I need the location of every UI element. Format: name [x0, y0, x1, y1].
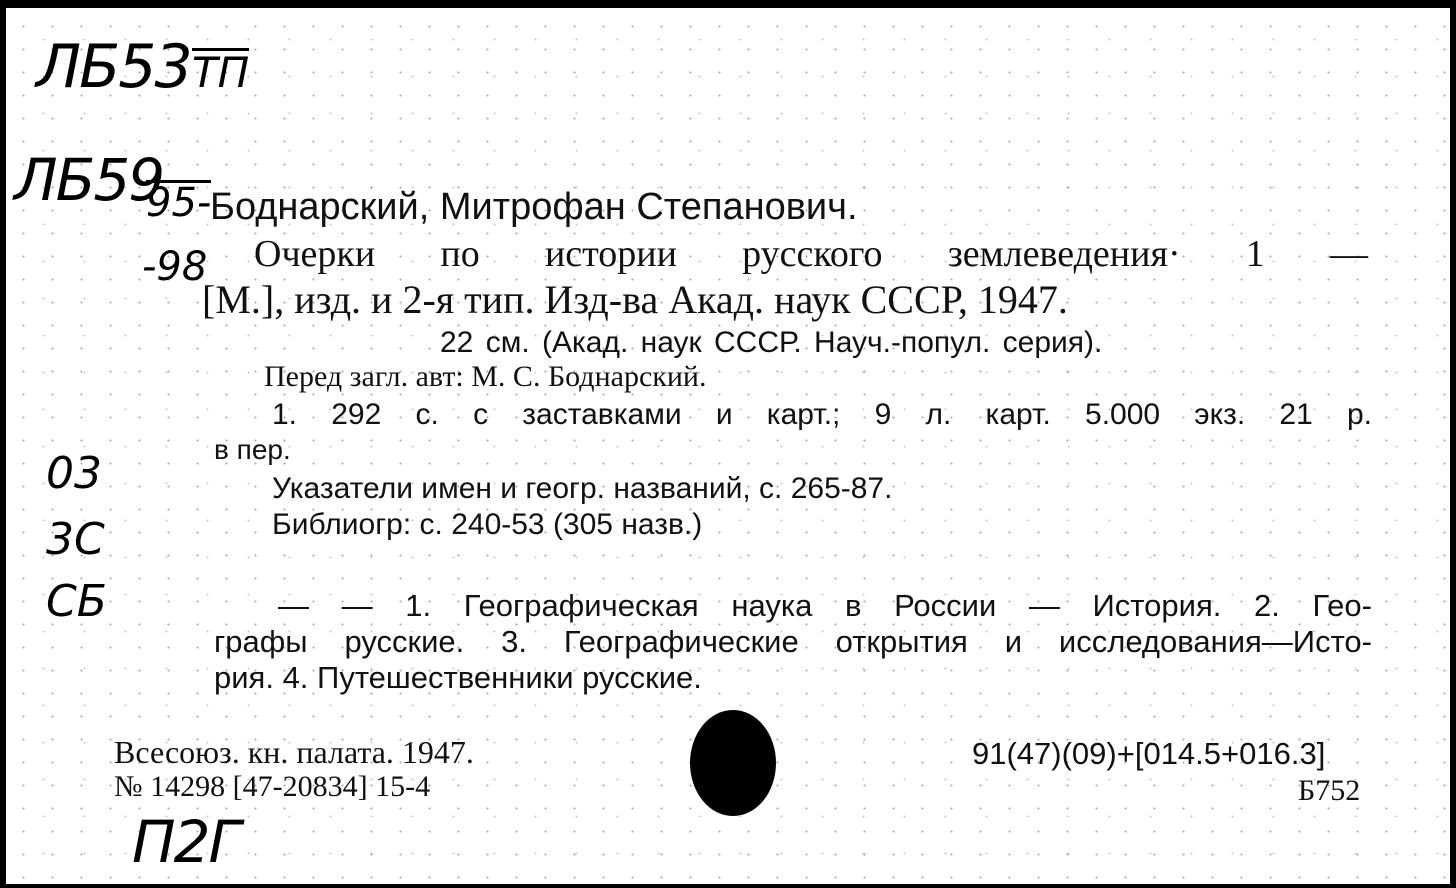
- bibliography-note: Библиогр: с. 240-53 (305 назв.): [272, 508, 703, 541]
- catalog-card: [6, 6, 1450, 884]
- handwritten-subject-3: СБ: [46, 576, 107, 627]
- subjects-line-3: рия. 4. Путешественники русские.: [214, 660, 702, 695]
- publisher-line-1: Всесоюз. кн. палата. 1947.: [114, 734, 474, 770]
- handwritten-shelf-mark: П2Г: [132, 808, 239, 876]
- punch-hole: [690, 710, 776, 816]
- title-line-2: [М.], изд. и 2-я тип. Изд-ва Акад. наук СССР, 1947.: [202, 277, 1068, 322]
- author-heading: Боднарский, Митрофан Степанович.: [210, 186, 858, 228]
- handwritten-code-1-suffix: ТП: [192, 48, 250, 97]
- handwritten-code-2: ЛБ59: [14, 146, 164, 214]
- title-line-1: Очерки по истории русского землеведения· 1 —: [254, 233, 1368, 275]
- classification-number: 91(47)(09)+[014.5+016.3]: [972, 736, 1326, 771]
- handwritten-subject-1: 03: [46, 448, 102, 499]
- handwritten-subject-2: 3С: [46, 514, 105, 565]
- publisher-line-2: № 14298 [47-20834] 15-4: [114, 770, 431, 803]
- subjects-line-2: графы русские. 3. Географические открытия и исследования—Исто-: [214, 624, 1372, 659]
- series-line: 22 см. (Акад. наук СССР. Науч.-попул. серия).: [440, 326, 1103, 359]
- pagination-line-2: в пер.: [214, 434, 291, 465]
- subjects-line-1: — — 1. Географическая наука в России — История. 2. Гео-: [278, 588, 1372, 623]
- index-note: Указатели имен и геогр. названий, с. 265-87.: [272, 472, 893, 505]
- handwritten-range-start: 95-: [146, 180, 212, 226]
- handwritten-range-end: -98: [142, 244, 208, 290]
- cutter-number: Б752: [1298, 774, 1361, 807]
- pagination-line-1: 1. 292 с. с заставками и карт.; 9 л. карт. 5.000 экз. 21 р.: [272, 398, 1372, 431]
- handwritten-code-1: ЛБ53: [36, 32, 191, 102]
- before-title-note: Перед загл. авт: М. С. Боднарский.: [264, 360, 707, 393]
